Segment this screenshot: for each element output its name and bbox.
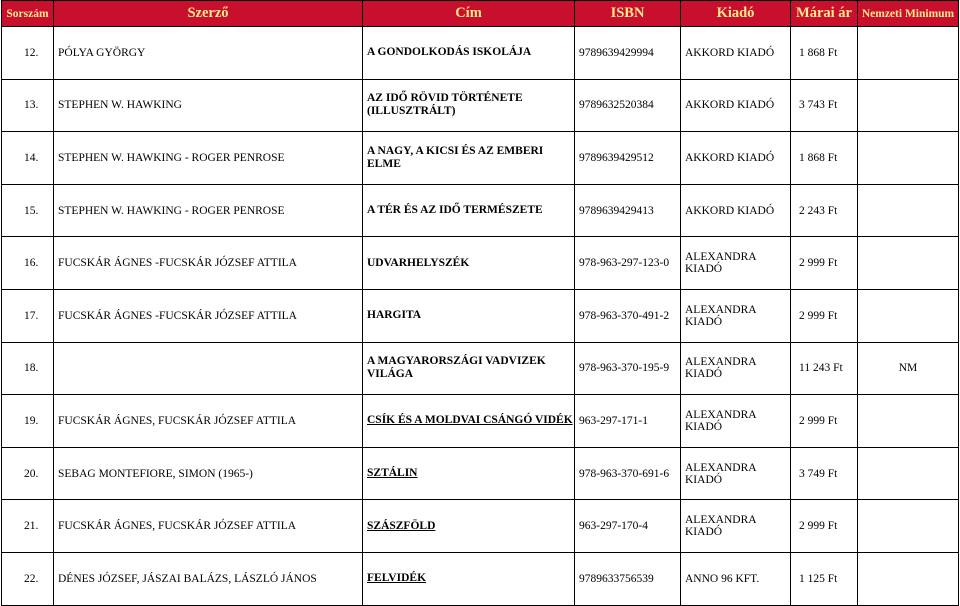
book-table — [1, 0, 959, 606]
cell-no — [2, 552, 54, 605]
cell-note — [858, 184, 959, 237]
cell-publisher — [681, 342, 791, 395]
cell-publisher-text: AKKORD KIADÓ — [685, 204, 775, 217]
cell-author — [54, 184, 363, 237]
cell-author — [54, 79, 363, 132]
cell-author — [54, 552, 363, 605]
cell-price-text: 1 868 Ft — [799, 151, 838, 164]
cell-publisher — [681, 552, 791, 605]
cell-isbn — [575, 289, 681, 342]
cell-author — [54, 27, 363, 80]
cell-price-text: 11 243 Ft — [799, 362, 843, 375]
cell-no-text: 13. — [24, 99, 39, 112]
cell-isbn-text: 963-297-171-1 — [579, 414, 648, 427]
cell-author-text: FUCSKÁR ÁGNES, FUCSKÁR JÓZSEF ATTILA — [58, 520, 297, 533]
col-header-isbn: ISBN — [575, 1, 681, 27]
cell-author — [54, 447, 363, 500]
cell-price-text: 1 125 Ft — [799, 572, 838, 585]
cell-isbn-text: 9789639429994 — [579, 46, 654, 59]
cell-no — [2, 500, 54, 553]
cell-title-text: A NAGY, A KICSI ÉS AZ EMBERI ELME — [367, 144, 544, 170]
cell-note — [858, 79, 959, 132]
cell-author — [54, 500, 363, 553]
cell-title — [363, 289, 575, 342]
cell-price — [791, 237, 858, 290]
cell-title-text: A GONDOLKODÁS ISKOLÁJA — [367, 46, 532, 59]
cell-price-text: 2 999 Ft — [799, 309, 838, 322]
table-body — [2, 27, 959, 606]
table-row — [2, 447, 959, 500]
cell-author-text: DÉNES JÓZSEF, JÁSZAI BALÁZS, LÁSZLÓ JÁNOS — [58, 572, 317, 585]
cell-price-text: 2 999 Ft — [799, 414, 838, 427]
col-header-author: Szerző — [54, 1, 363, 27]
cell-title-text: SZÁSZFÖLD — [367, 519, 436, 532]
cell-title — [363, 342, 575, 395]
cell-note — [858, 342, 959, 395]
cell-isbn — [575, 237, 681, 290]
cell-no-text: 15. — [24, 204, 39, 217]
cell-price — [791, 447, 858, 500]
cell-publisher — [681, 447, 791, 500]
cell-title-text: A TÉR ÉS AZ IDŐ TERMÉSZETE — [367, 203, 543, 216]
cell-author-text: STEPHEN W. HAWKING - ROGER PENROSE — [58, 151, 285, 164]
table-row — [2, 27, 959, 80]
cell-isbn-text: 9789639429413 — [579, 204, 654, 217]
cell-isbn — [575, 342, 681, 395]
cell-title — [363, 184, 575, 237]
table-row — [2, 289, 959, 342]
cell-price-text: 3 749 Ft — [799, 467, 838, 480]
cell-title-text: FELVIDÉK — [367, 572, 427, 585]
table-row — [2, 237, 959, 290]
cell-no-text: 17. — [24, 309, 39, 322]
cell-title — [363, 552, 575, 605]
cell-price — [791, 342, 858, 395]
cell-note — [858, 27, 959, 80]
cell-publisher — [681, 132, 791, 185]
cell-price — [791, 289, 858, 342]
cell-isbn-text: 978-963-297-123-0 — [579, 257, 670, 270]
cell-publisher — [681, 395, 791, 448]
table-row — [2, 79, 959, 132]
cell-note — [858, 447, 959, 500]
cell-title — [363, 27, 575, 80]
header-row — [2, 1, 959, 27]
cell-publisher — [681, 500, 791, 553]
cell-author-text: STEPHEN W. HAWKING — [58, 99, 182, 112]
cell-isbn-text: 9789639429512 — [579, 151, 654, 164]
cell-author — [54, 132, 363, 185]
cell-no — [2, 184, 54, 237]
cell-isbn — [575, 132, 681, 185]
cell-title — [363, 395, 575, 448]
col-header-note: Nemzeti Minimum — [858, 1, 959, 27]
cell-note-text: NM — [898, 362, 918, 375]
cell-publisher-text: ALEXANDRA KIADÓ — [685, 408, 756, 433]
cell-publisher-text: ALEXANDRA KIADÓ — [685, 251, 756, 276]
cell-no — [2, 289, 54, 342]
cell-isbn-text: 963-297-170-4 — [579, 520, 648, 533]
col-header-title: Cím — [363, 1, 575, 27]
cell-price-text: 3 743 Ft — [799, 99, 838, 112]
cell-isbn — [575, 27, 681, 80]
cell-note — [858, 552, 959, 605]
cell-price — [791, 27, 858, 80]
cell-title — [363, 132, 575, 185]
cell-author-text: FUCSKÁR ÁGNES -FUCSKÁR JÓZSEF ATTILA — [58, 257, 297, 270]
cell-isbn — [575, 552, 681, 605]
cell-title-text: CSÍK ÉS A MOLDVAI CSÁNGÓ VIDÉK — [367, 414, 573, 427]
cell-publisher-text: AKKORD KIADÓ — [685, 151, 775, 164]
cell-note — [858, 132, 959, 185]
cell-isbn — [575, 184, 681, 237]
cell-publisher-text: AKKORD KIADÓ — [685, 46, 775, 59]
cell-isbn-text: 978-963-370-691-6 — [579, 467, 670, 480]
cell-note — [858, 289, 959, 342]
cell-isbn-text: 9789633756539 — [579, 572, 654, 585]
cell-note — [858, 237, 959, 290]
table-row — [2, 342, 959, 395]
cell-author-text: PÓLYA GYÖRGY — [58, 46, 146, 59]
cell-author — [54, 395, 363, 448]
cell-price-text: 2 243 Ft — [799, 204, 838, 217]
cell-no — [2, 27, 54, 80]
cell-no — [2, 79, 54, 132]
cell-no-text: 22. — [24, 572, 39, 585]
cell-price — [791, 552, 858, 605]
cell-price-text: 1 868 Ft — [799, 46, 838, 59]
cell-publisher-text: ALEXANDRA KIADÓ — [685, 303, 756, 328]
cell-isbn-text: 9789632520384 — [579, 99, 654, 112]
cell-isbn — [575, 447, 681, 500]
cell-no-text: 21. — [24, 520, 39, 533]
table-row — [2, 132, 959, 185]
table-row — [2, 184, 959, 237]
cell-title-text: UDVARHELYSZÉK — [367, 256, 470, 269]
cell-price — [791, 395, 858, 448]
cell-no — [2, 342, 54, 395]
cell-no-text: 14. — [24, 151, 39, 164]
cell-price — [791, 184, 858, 237]
cell-price-text: 2 999 Ft — [799, 257, 838, 270]
cell-publisher — [681, 27, 791, 80]
cell-title-text: SZTÁLIN — [367, 466, 418, 479]
table-row — [2, 552, 959, 605]
cell-isbn-text: 978-963-370-491-2 — [579, 309, 670, 322]
cell-no — [2, 237, 54, 290]
cell-no — [2, 395, 54, 448]
cell-publisher — [681, 79, 791, 132]
col-header-price: Márai ár — [791, 1, 858, 27]
cell-publisher — [681, 184, 791, 237]
table-row — [2, 395, 959, 448]
cell-isbn — [575, 500, 681, 553]
cell-publisher-text: AKKORD KIADÓ — [685, 99, 775, 112]
cell-author — [54, 237, 363, 290]
cell-publisher-text: ALEXANDRA KIADÓ — [685, 514, 756, 539]
cell-no-text: 18. — [24, 362, 39, 375]
col-header-no: Sorszám — [2, 1, 54, 27]
cell-no-text: 16. — [24, 257, 39, 270]
cell-isbn — [575, 79, 681, 132]
cell-no-text: 19. — [24, 414, 39, 427]
cell-no — [2, 447, 54, 500]
cell-price — [791, 79, 858, 132]
cell-publisher — [681, 237, 791, 290]
cell-publisher-text: ALEXANDRA KIADÓ — [685, 356, 756, 381]
cell-no-text: 12. — [24, 46, 39, 59]
cell-isbn-text: 978-963-370-195-9 — [579, 362, 670, 375]
cell-author-text: FUCSKÁR ÁGNES -FUCSKÁR JÓZSEF ATTILA — [58, 309, 297, 322]
cell-price — [791, 500, 858, 553]
cell-title-text: A MAGYARORSZÁGI VADVIZEK VILÁGA — [367, 355, 546, 381]
cell-author-text: FUCSKÁR ÁGNES, FUCSKÁR JÓZSEF ATTILA — [58, 414, 297, 427]
cell-title — [363, 79, 575, 132]
cell-title-text: AZ IDŐ RÖVID TÖRTÉNETE (ILLUSZTRÁLT) — [367, 92, 523, 118]
cell-no — [2, 132, 54, 185]
cell-author — [54, 342, 363, 395]
cell-price — [791, 132, 858, 185]
cell-author — [54, 289, 363, 342]
cell-note — [858, 395, 959, 448]
cell-publisher — [681, 289, 791, 342]
cell-title — [363, 447, 575, 500]
table-row — [2, 500, 959, 553]
cell-no-text: 20. — [24, 467, 39, 480]
cell-title — [363, 237, 575, 290]
cell-isbn — [575, 395, 681, 448]
cell-publisher-text: ANNO 96 KFT. — [685, 572, 760, 585]
cell-publisher-text: ALEXANDRA KIADÓ — [685, 461, 756, 486]
cell-title — [363, 500, 575, 553]
cell-author-text: STEPHEN W. HAWKING - ROGER PENROSE — [58, 204, 285, 217]
cell-author-text: SEBAG MONTEFIORE, SIMON (1965-) — [58, 467, 253, 480]
col-header-publisher: Kiadó — [681, 1, 791, 27]
cell-price-text: 2 999 Ft — [799, 520, 838, 533]
cell-title-text: HARGITA — [367, 309, 422, 322]
cell-note — [858, 500, 959, 553]
